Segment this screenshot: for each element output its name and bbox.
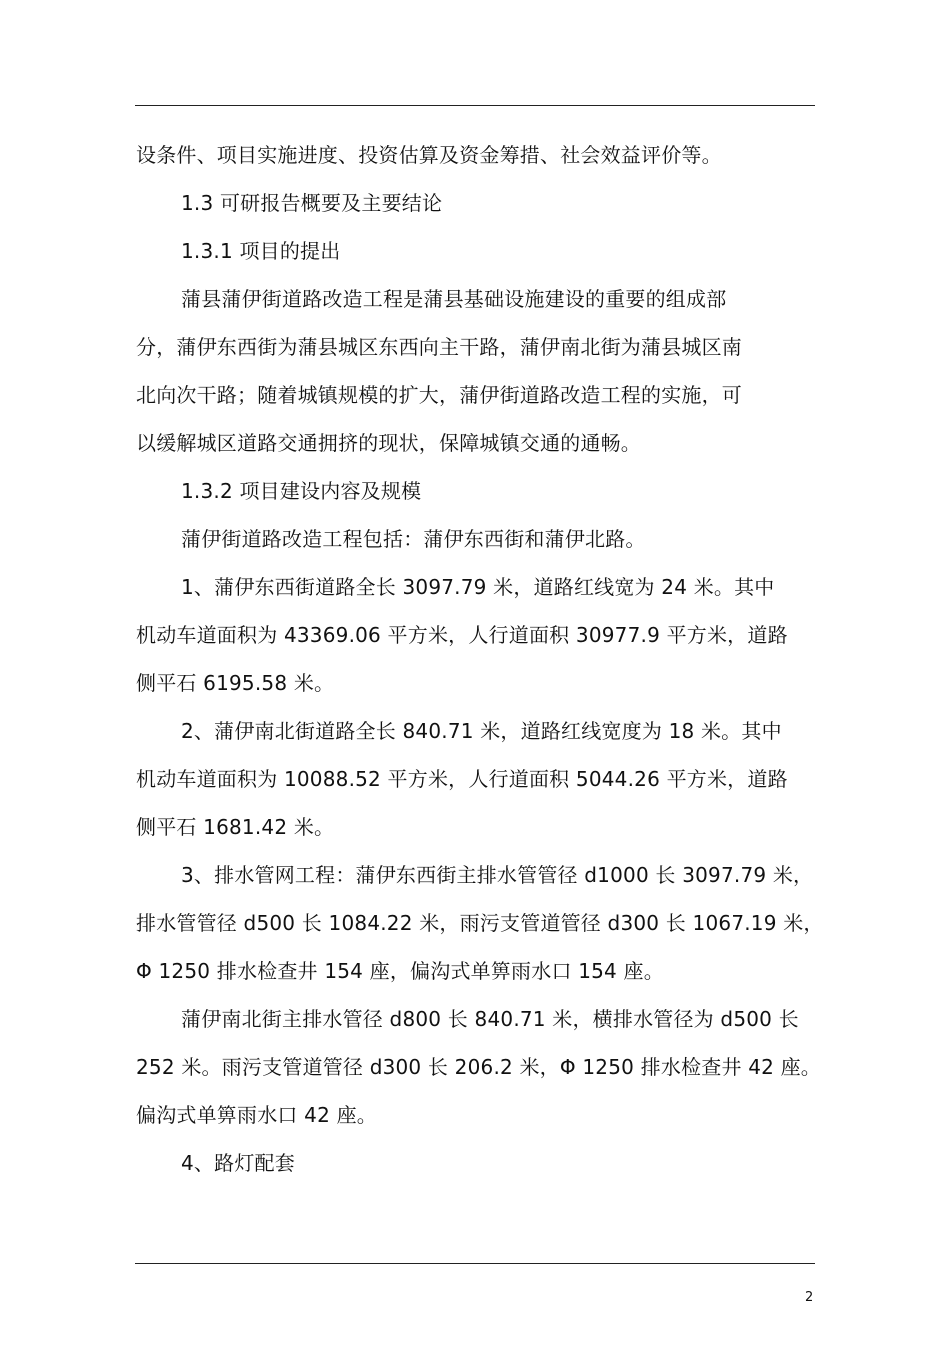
footer-rule [135, 1263, 815, 1264]
body-line-17: 排水管管径 d500 长 1084.22 米，雨污支管道管径 d300 长 1067.19 米， [136, 911, 824, 935]
section-heading-1-3: 1.3 可研报告概要及主要结论 [181, 191, 443, 215]
page-number: 2 [805, 1290, 814, 1305]
body-line-5: 分，蒲伊东西街为蒲县城区东西向主干路，蒲伊南北街为蒲县城区南 [136, 335, 742, 359]
body-line-1: 设条件、项目实施进度、投资估算及资金筹措、社会效益评价等。 [136, 143, 722, 167]
body-line-16: 3、排水管网工程：蒲伊东西街主排水管管径 d1000 长 3097.79 米， [181, 863, 814, 887]
section-heading-1-3-1: 1.3.1 项目的提出 [181, 239, 341, 263]
body-line-20: 252 米。雨污支管道管径 d300 长 206.2 米，Φ 1250 排水检查井 42 座。 [136, 1055, 822, 1079]
body-line-22: 4、路灯配套 [181, 1151, 295, 1175]
body-line-18: Φ 1250 排水检查井 154 座，偏沟式单箅雨水口 154 座。 [136, 959, 664, 983]
header-rule [135, 105, 815, 106]
body-line-4: 蒲县蒲伊街道路改造工程是蒲县基础设施建设的重要的组成部 [181, 287, 727, 311]
body-line-13: 2、蒲伊南北街道路全长 840.71 米，道路红线宽度为 18 米。其中 [181, 719, 782, 743]
body-line-11: 机动车道面积为 43369.06 平方米，人行道面积 30977.9 平方米，道路 [136, 623, 788, 647]
section-heading-1-3-2: 1.3.2 项目建设内容及规模 [181, 479, 422, 503]
body-line-15: 侧平石 1681.42 米。 [136, 815, 335, 839]
body-line-12: 侧平石 6195.58 米。 [136, 671, 335, 695]
body-line-7: 以缓解城区道路交通拥挤的现状，保障城镇交通的通畅。 [136, 431, 641, 455]
body-line-9: 蒲伊街道路改造工程包括：蒲伊东西街和蒲伊北路。 [181, 527, 646, 551]
body-line-10: 1、蒲伊东西街道路全长 3097.79 米，道路红线宽为 24 米。其中 [181, 575, 775, 599]
body-line-19: 蒲伊南北街主排水管径 d800 长 840.71 米，横排水管径为 d500 长 [181, 1007, 799, 1031]
body-line-21: 偏沟式单箅雨水口 42 座。 [136, 1103, 377, 1127]
body-line-6: 北向次干路；随着城镇规模的扩大，蒲伊街道路改造工程的实施，可 [136, 383, 742, 407]
body-line-14: 机动车道面积为 10088.52 平方米，人行道面积 5044.26 平方米，道路 [136, 767, 788, 791]
